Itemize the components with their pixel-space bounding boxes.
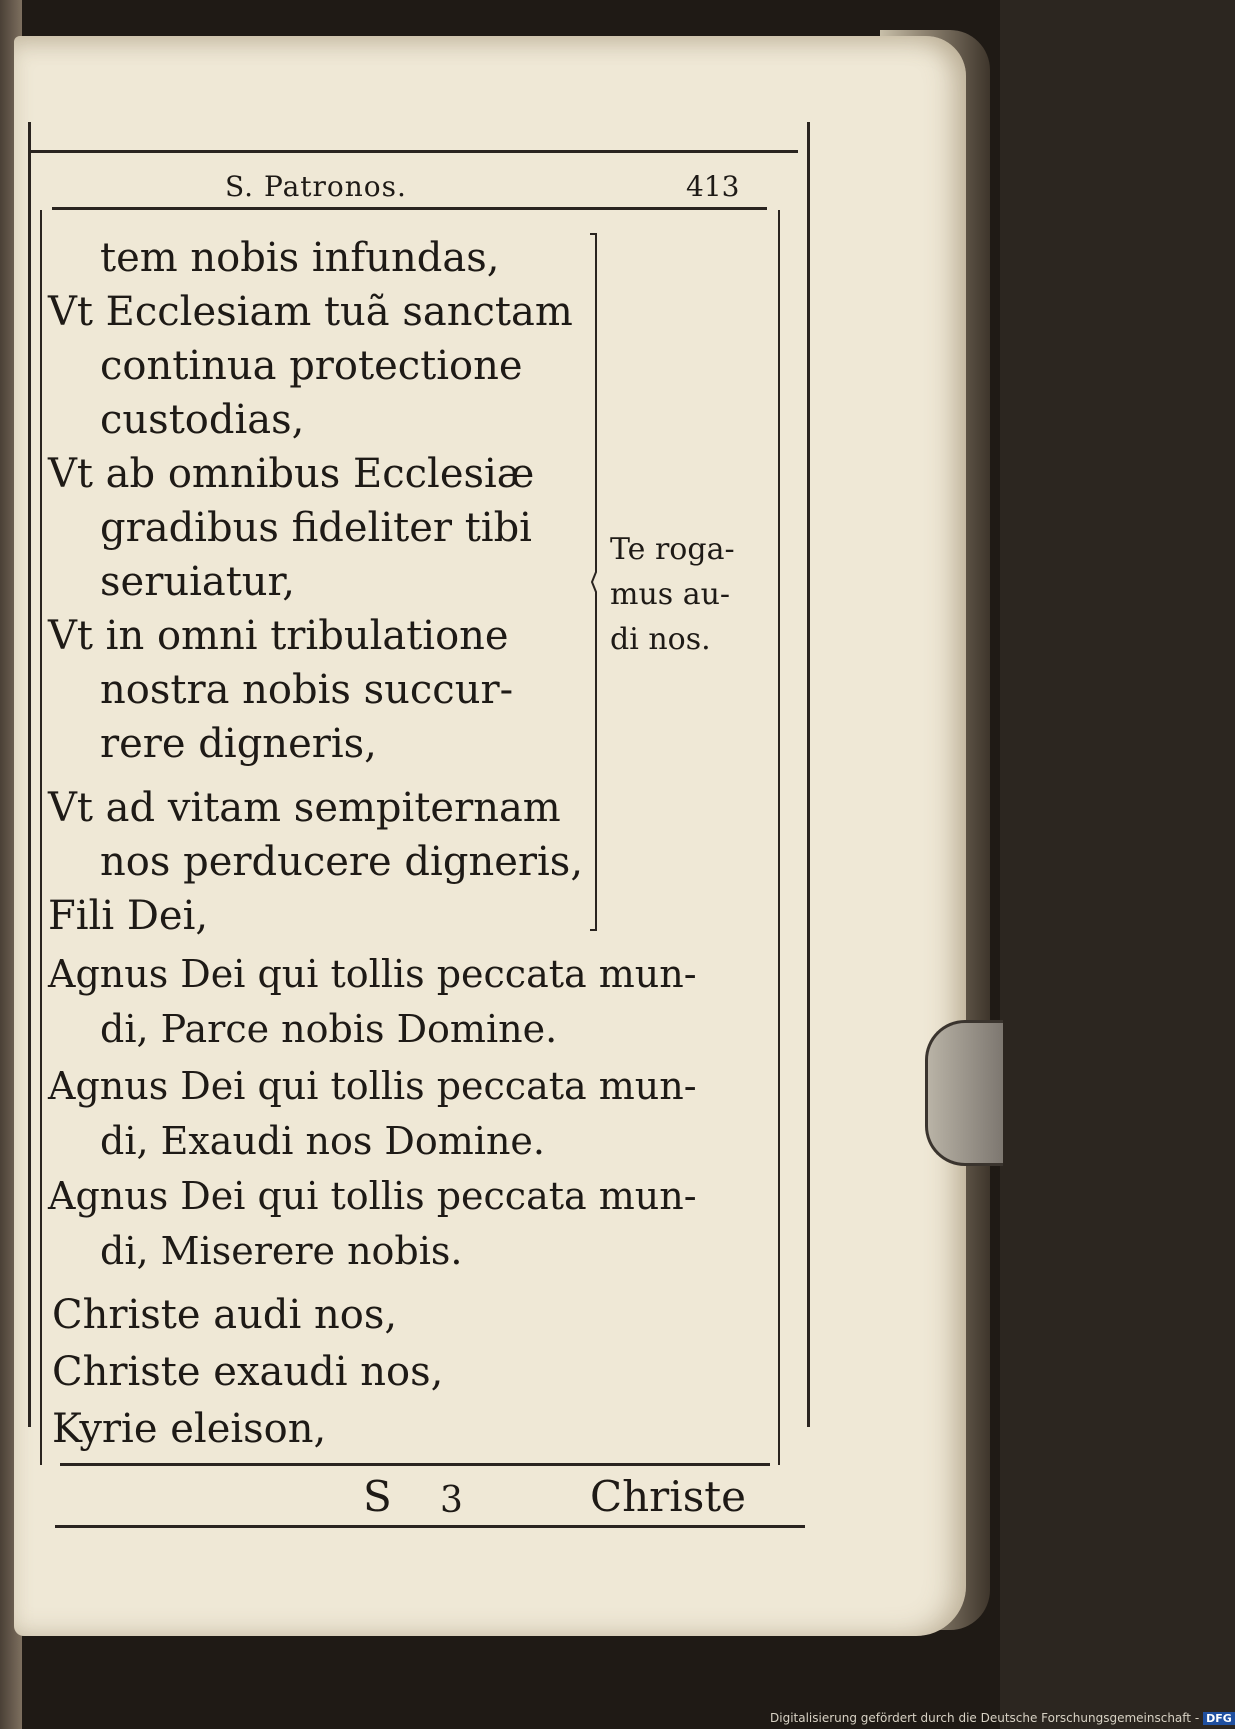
closing-line: Christe audi nos,	[52, 1292, 398, 1338]
footer-rule	[55, 1525, 805, 1528]
agnus-line: Agnus Dei qui tollis peccata mun-	[48, 952, 697, 996]
agnus-line: di, Miserere nobis.	[100, 1229, 463, 1273]
closing-line: Christe exaudi nos,	[52, 1349, 444, 1395]
response-line: Te roga-	[610, 532, 735, 567]
catchword: Christe	[590, 1472, 746, 1521]
litany-line: Vt ad vitam sempiternam	[48, 785, 561, 831]
agnus-line: di, Exaudi nos Domine.	[100, 1119, 545, 1163]
signature-mark: S	[363, 1472, 392, 1521]
inner-left-rule	[40, 210, 42, 1465]
digitization-credit	[770, 1711, 1235, 1725]
litany-line: Vt in omni tribulatione	[48, 613, 509, 659]
top-rule	[28, 150, 798, 153]
header-rule	[52, 207, 767, 210]
agnus-line: Agnus Dei qui tollis peccata mun-	[48, 1174, 697, 1218]
closing-line: Kyrie eleison,	[52, 1406, 327, 1452]
bottom-rule	[60, 1463, 770, 1466]
litany-line: tem nobis infundas,	[100, 235, 500, 281]
response-brace	[590, 232, 598, 932]
litany-line: Vt ab omnibus Ecclesiæ	[48, 451, 535, 497]
litany-line: gradibus fideliter tibi	[100, 505, 532, 551]
page-clip	[925, 1020, 1003, 1166]
litany-line: custodias,	[100, 397, 305, 443]
response-line: di nos.	[610, 622, 711, 657]
agnus-line: di, Parce nobis Domine.	[100, 1007, 558, 1051]
litany-line: seruiatur,	[100, 559, 295, 605]
agnus-line: Agnus Dei qui tollis peccata mun-	[48, 1064, 697, 1108]
inner-right-rule	[778, 210, 780, 1465]
response-line: mus au-	[610, 577, 731, 612]
litany-line: continua protectione	[100, 343, 523, 389]
litany-line: nostra nobis succur-	[100, 667, 514, 713]
page-number: 413	[686, 170, 740, 203]
litany-line: nos perducere digneris,	[100, 839, 584, 885]
litany-line: rere digneris,	[100, 721, 377, 767]
running-head: S. Patronos.	[225, 170, 407, 203]
litany-line: Fili Dei,	[48, 893, 209, 939]
litany-line: Vt Ecclesiam tuã sanctam	[48, 289, 573, 335]
signature-number: 3	[440, 1480, 463, 1521]
dfg-logo: DFG	[1203, 1712, 1235, 1725]
credit-text: Digitalisierung gefördert durch die Deutsche Forschungsgemeinschaft -	[770, 1711, 1200, 1725]
